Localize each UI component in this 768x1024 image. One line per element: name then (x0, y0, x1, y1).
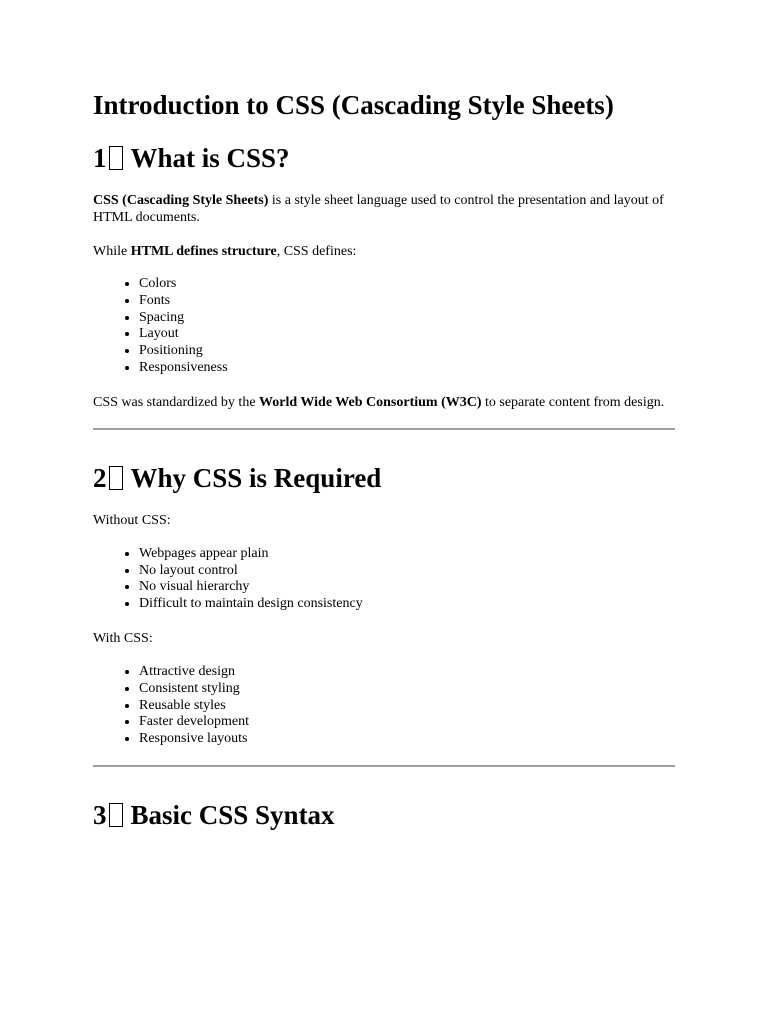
list-item: • Consistent styling (139, 681, 675, 698)
section-number: 2 (93, 462, 107, 493)
list-item: • Layout (139, 326, 675, 343)
section-heading-why-css (93, 462, 675, 494)
css-definition-paragraph (93, 192, 675, 226)
w3c-paragraph (93, 394, 675, 411)
section-divider (93, 428, 675, 430)
missing-glyph-icon (109, 803, 123, 827)
list-item: • Attractive design (139, 664, 675, 681)
bold-term: World Wide Web Consortium (W3C) (259, 394, 482, 410)
paragraph-text: to separate content from design. (481, 394, 665, 410)
list-item: • Fonts (139, 293, 675, 310)
section-heading-text: What is CSS? (130, 143, 290, 173)
with-css-label: With CSS: (93, 630, 153, 646)
section-number: 1 (93, 143, 107, 173)
paragraph-text: CSS was standardized by the (93, 394, 260, 410)
section-heading-css-syntax (93, 799, 675, 831)
section-divider (93, 765, 675, 767)
section-number: 3 (93, 799, 107, 830)
paragraph-text: is a style sheet language used to control the presentation and layout of HTML documents. (93, 193, 664, 225)
list-item: • Positioning (139, 343, 675, 360)
list-item: • Faster development (139, 714, 675, 731)
list-item: • Reusable styles (139, 698, 675, 715)
without-css-label: Without CSS: (93, 512, 171, 528)
page-title: Introduction to CSS (Cascading Style Sheets) (93, 90, 614, 120)
list-item: • Responsiveness (139, 360, 675, 377)
without-css-list (93, 546, 675, 613)
document-content (93, 88, 675, 831)
list-item: • Responsive layouts (139, 731, 675, 748)
list-item: • Spacing (139, 310, 675, 327)
with-css-list (93, 664, 675, 748)
list-item: • Difficult to maintain design consistency (139, 596, 675, 613)
list-item: • No visual hierarchy (139, 579, 675, 596)
section-heading-text: Why CSS is Required (130, 462, 382, 493)
css-defines-paragraph (93, 243, 675, 260)
css-defines-list (93, 276, 675, 377)
bold-term: CSS (Cascading Style Sheets) (93, 193, 269, 208)
list-item: • No layout control (139, 563, 675, 580)
paragraph-text: While (93, 244, 131, 259)
section-heading-what-is-css (93, 142, 675, 174)
section-heading-text: Basic CSS Syntax (130, 799, 335, 830)
missing-glyph-icon (109, 146, 123, 170)
list-item: • Colors (139, 276, 675, 293)
list-item: • Webpages appear plain (139, 546, 675, 563)
paragraph-text: , CSS defines: (276, 244, 357, 259)
bold-term: HTML defines structure (130, 244, 277, 259)
missing-glyph-icon (109, 466, 123, 490)
